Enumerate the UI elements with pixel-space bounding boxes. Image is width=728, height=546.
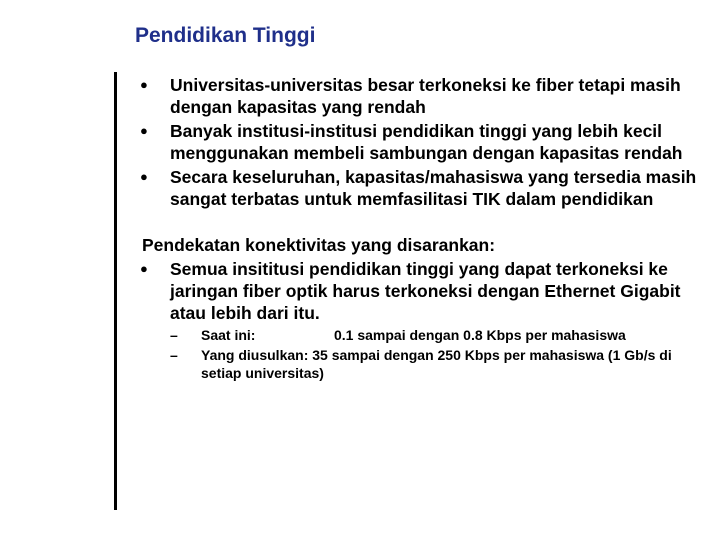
bullet-item — [140, 120, 710, 164]
slide-content — [140, 74, 710, 382]
bullet-text: Secara keseluruhan, kapasitas/mahasiswa yang tersedia masih sangat terbatas untuk memfasilitasi TIK dalam pendidikan — [170, 167, 697, 209]
bullet-item — [140, 258, 710, 324]
bullet-dot-icon: ● — [140, 261, 148, 276]
bullet-item — [140, 74, 710, 118]
dash-icon: – — [170, 347, 178, 363]
slide-title: Pendidikan Tinggi — [135, 24, 316, 47]
dash-icon: – — [170, 327, 178, 343]
sub-bullet-item — [140, 346, 710, 382]
bullet-item — [140, 166, 710, 210]
section-heading: Pendekatan konektivitas yang disarankan: — [142, 235, 496, 255]
bullet-dot-icon: ● — [140, 169, 148, 184]
sub-bullet-value: 35 sampai dengan 250 Kbps per mahasiswa (1 Gb/s di setiap universitas) — [201, 347, 672, 381]
bullet-text: Universitas-universitas besar terkoneksi ke fiber tetapi masih dengan kapasitas yang rendah — [170, 75, 681, 117]
bullet-dot-icon: ● — [140, 77, 148, 92]
sub-bullet-label: Yang diusulkan: — [201, 347, 309, 363]
vertical-rule — [114, 72, 117, 510]
sub-bullet-label: Saat ini: — [201, 327, 256, 343]
bullet-dot-icon: ● — [140, 123, 148, 138]
bullet-text: Banyak institusi-institusi pendidikan tinggi yang lebih kecil menggunakan membeli sambungan dengan kapasitas rendah — [170, 121, 683, 163]
sub-bullet-value: 0.1 sampai dengan 0.8 Kbps per mahasiswa — [334, 327, 626, 343]
bullet-text: Semua insititusi pendidikan tinggi yang dapat terkoneksi ke jaringan fiber optik harus terkoneksi dengan Ethernet Gigabit atau lebih dari itu. — [170, 259, 681, 323]
sub-bullet-item — [140, 326, 710, 344]
